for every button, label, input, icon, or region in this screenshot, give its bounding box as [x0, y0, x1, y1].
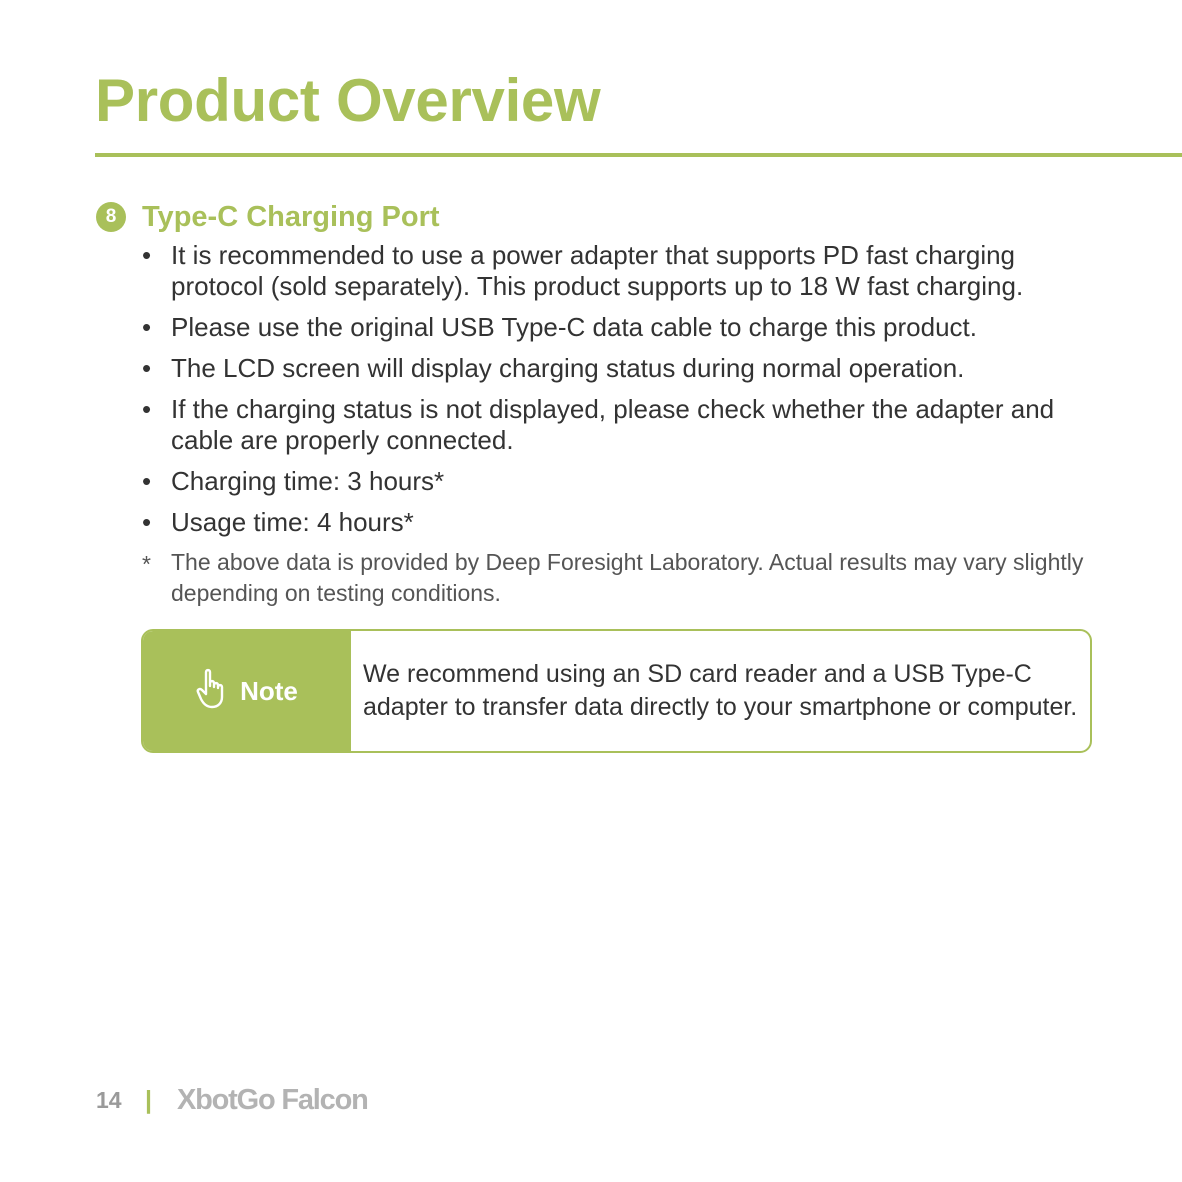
list-item-text: It is recommended to use a power adapter that supports PD fast charging protocol (sold separately). This product supports up to 18 W fast charging. [171, 240, 1024, 301]
list-item-text: If the charging status is not displayed, please check whether the adapter and cable are properly connected. [171, 394, 1055, 455]
section-header [96, 200, 440, 234]
list-item [142, 240, 1102, 302]
footnote [142, 547, 1102, 609]
list-item-text: Charging time: 3 hours* [171, 466, 445, 496]
list-item-text: The LCD screen will display charging status during normal operation. [171, 353, 965, 383]
list-item [142, 507, 1102, 538]
bullet-dot: • [142, 240, 152, 270]
section-number-badge: 8 [96, 202, 126, 232]
note-label-cell [143, 631, 351, 751]
note-callout [141, 629, 1092, 753]
list-item [142, 394, 1102, 456]
title-divider [95, 153, 1182, 157]
footer-separator: | [145, 1086, 152, 1114]
list-item [142, 466, 1102, 497]
footnote-marker: * [142, 551, 151, 577]
list-item [142, 312, 1102, 343]
note-text: We recommend using an SD card reader and a USB Type-C adapter to transfer data directly to your smartphone or computer. [363, 660, 1078, 721]
note-label: Note [240, 675, 298, 706]
bullet-dot: • [142, 394, 152, 424]
footnote-text: The above data is provided by Deep Foresight Laboratory. Actual results may vary slightly depending on testing conditions. [171, 549, 1084, 606]
list-item-text: Usage time: 4 hours* [171, 507, 414, 537]
bullet-dot: • [142, 507, 152, 537]
pointing-hand-icon [196, 668, 230, 715]
bullet-dot: • [142, 353, 152, 383]
page-number: 14 [96, 1087, 122, 1113]
bullet-dot: • [142, 466, 152, 496]
footer-brand: XbotGo Falcon [177, 1084, 368, 1116]
bullet-list [142, 240, 1102, 548]
list-item [142, 353, 1102, 384]
section-title: Type-C Charging Port [142, 201, 440, 233]
list-item-text: Please use the original USB Type-C data cable to charge this product. [171, 312, 977, 342]
bullet-dot: • [142, 312, 152, 342]
page-title: Product Overview [95, 67, 601, 134]
